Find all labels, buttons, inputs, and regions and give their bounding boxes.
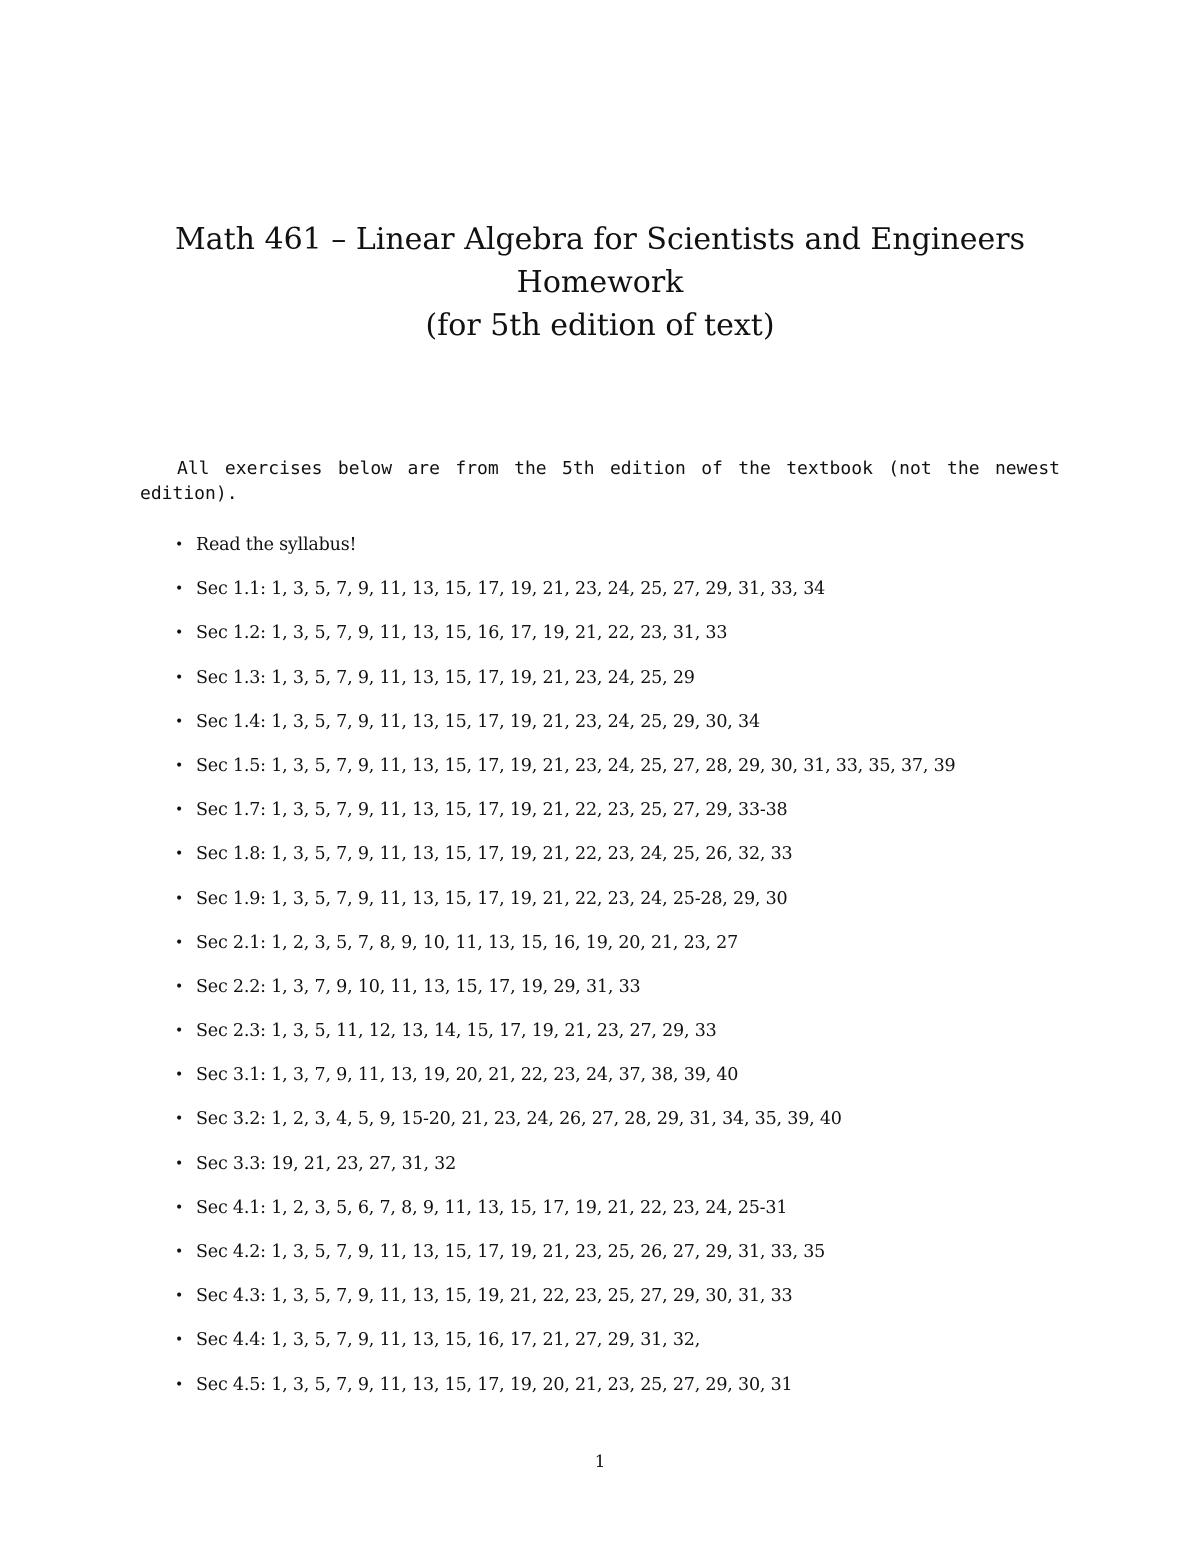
bullet-icon: • [175, 713, 184, 730]
title-line-course: Math 461 – Linear Algebra for Scientists and Engineers [174, 222, 1026, 257]
bullet-icon: • [175, 757, 184, 774]
list-item [175, 614, 1115, 658]
list-item-text: Sec 1.7: 1, 3, 5, 7, 9, 11, 13, 15, 17, 19, 21, 22, 23, 25, 27, 29, 33-38 [196, 800, 788, 821]
list-item-text: Sec 1.8: 1, 3, 5, 7, 9, 11, 13, 15, 17, 19, 21, 22, 23, 24, 25, 26, 32, 33 [196, 844, 793, 865]
bullet-icon: • [175, 1155, 184, 1172]
bullet-icon: • [175, 1244, 184, 1260]
list-item [175, 1100, 1115, 1144]
bullet-icon: • [175, 846, 184, 863]
bullet-icon: • [175, 1332, 184, 1349]
bullet-icon: • [175, 1288, 184, 1305]
list-item-text: Sec 1.9: 1, 3, 5, 7, 9, 11, 13, 15, 17, 19, 21, 22, 23, 24, 25-28, 29, 30 [196, 888, 788, 909]
list-item [175, 526, 1115, 570]
bullet-icon: • [175, 625, 184, 642]
bullet-icon: • [175, 802, 184, 819]
list-item [175, 1366, 1115, 1410]
list-item [175, 570, 1115, 614]
bullet-icon: • [175, 934, 184, 951]
list-item-text: Sec 4.3: 1, 3, 5, 7, 9, 11, 13, 15, 19, 21, 22, 23, 25, 27, 29, 30, 31, 33 [196, 1286, 793, 1307]
list-item-text: Sec 1.4: 1, 3, 5, 7, 9, 11, 13, 15, 17, 19, 21, 23, 24, 25, 29, 30, 34 [196, 711, 760, 732]
bullet-icon: • [175, 581, 184, 598]
list-item-text: Sec 1.5: 1, 3, 5, 7, 9, 11, 13, 15, 17, 19, 21, 23, 24, 25, 27, 28, 29, 30, 31, 33, 35, 37, 39 [196, 755, 956, 776]
list-item-text: Sec 2.3: 1, 3, 5, 11, 12, 13, 14, 15, 17, 19, 21, 23, 27, 29, 33 [196, 1021, 717, 1042]
bullet-icon: • [175, 1199, 184, 1216]
list-item [175, 835, 1115, 879]
list-item [175, 968, 1115, 1012]
list-item-text: Sec 4.2: 1, 3, 5, 7, 9, 11, 13, 15, 17, 19, 21, 23, 25, 26, 27, 29, 31, 33, 35 [196, 1242, 826, 1262]
list-item-text: Sec 1.2: 1, 3, 5, 7, 9, 11, 13, 15, 16, 17, 19, 21, 22, 23, 31, 33 [196, 623, 728, 644]
bullet-icon: • [175, 978, 184, 995]
list-item-text: Sec 1.3: 1, 3, 5, 7, 9, 11, 13, 15, 17, 19, 21, 23, 24, 25, 29 [196, 667, 695, 688]
list-item [175, 1189, 1115, 1233]
list-item [175, 1233, 1115, 1277]
bullet-icon: • [175, 669, 184, 686]
list-item [175, 747, 1115, 791]
title-line-edition: (for 5th edition of text) [425, 308, 775, 343]
exercise-list [175, 526, 1115, 1410]
list-item [175, 791, 1115, 835]
list-item-text: Sec 2.2: 1, 3, 7, 9, 10, 11, 13, 15, 17, 19, 29, 31, 33 [196, 976, 641, 997]
list-item-text: Sec 3.2: 1, 2, 3, 4, 5, 9, 15-20, 21, 23, 24, 26, 27, 28, 29, 31, 34, 35, 39, 40 [196, 1109, 842, 1130]
list-item [175, 1012, 1115, 1056]
list-item-text: Sec 1.1: 1, 3, 5, 7, 9, 11, 13, 15, 17, 19, 21, 23, 24, 25, 27, 29, 31, 33, 34 [196, 579, 826, 600]
list-item [175, 1056, 1115, 1100]
document-title [0, 218, 1200, 347]
list-item-text: Sec 4.4: 1, 3, 5, 7, 9, 11, 13, 15, 16, 17, 21, 27, 29, 31, 32, [196, 1330, 701, 1351]
list-item [175, 924, 1115, 968]
bullet-icon: • [175, 1376, 184, 1393]
list-item-text: Sec 4.5: 1, 3, 5, 7, 9, 11, 13, 15, 17, 19, 20, 21, 23, 25, 27, 29, 30, 31 [196, 1374, 793, 1395]
list-item [175, 659, 1115, 703]
list-item [175, 703, 1115, 747]
bullet-icon: • [175, 1023, 184, 1040]
bullet-icon: • [175, 890, 184, 907]
bullet-icon: • [175, 1111, 184, 1128]
bullet-icon: • [175, 537, 184, 553]
list-item-text: Sec 4.1: 1, 2, 3, 5, 6, 7, 8, 9, 11, 13, 15, 17, 19, 21, 22, 23, 24, 25-31 [196, 1197, 788, 1218]
list-item-text: Sec 3.3: 19, 21, 23, 27, 31, 32 [196, 1153, 457, 1174]
bullet-icon: • [175, 1067, 184, 1084]
intro-paragraph: All exercises below are from the 5th edition of the textbook (not the newest edition). [140, 458, 1060, 504]
list-item-text: Read the syllabus! [196, 535, 357, 555]
title-line-homework: Homework [516, 265, 684, 300]
list-item [175, 1321, 1115, 1365]
list-item-text: Sec 3.1: 1, 3, 7, 9, 11, 13, 19, 20, 21, 22, 23, 24, 37, 38, 39, 40 [196, 1065, 739, 1086]
list-item [175, 1277, 1115, 1321]
list-item [175, 880, 1115, 924]
page-number: 1 [594, 1452, 606, 1472]
list-item-text: Sec 2.1: 1, 2, 3, 5, 7, 8, 9, 10, 11, 13, 15, 16, 19, 20, 21, 23, 27 [196, 932, 739, 953]
list-item [175, 1145, 1115, 1189]
